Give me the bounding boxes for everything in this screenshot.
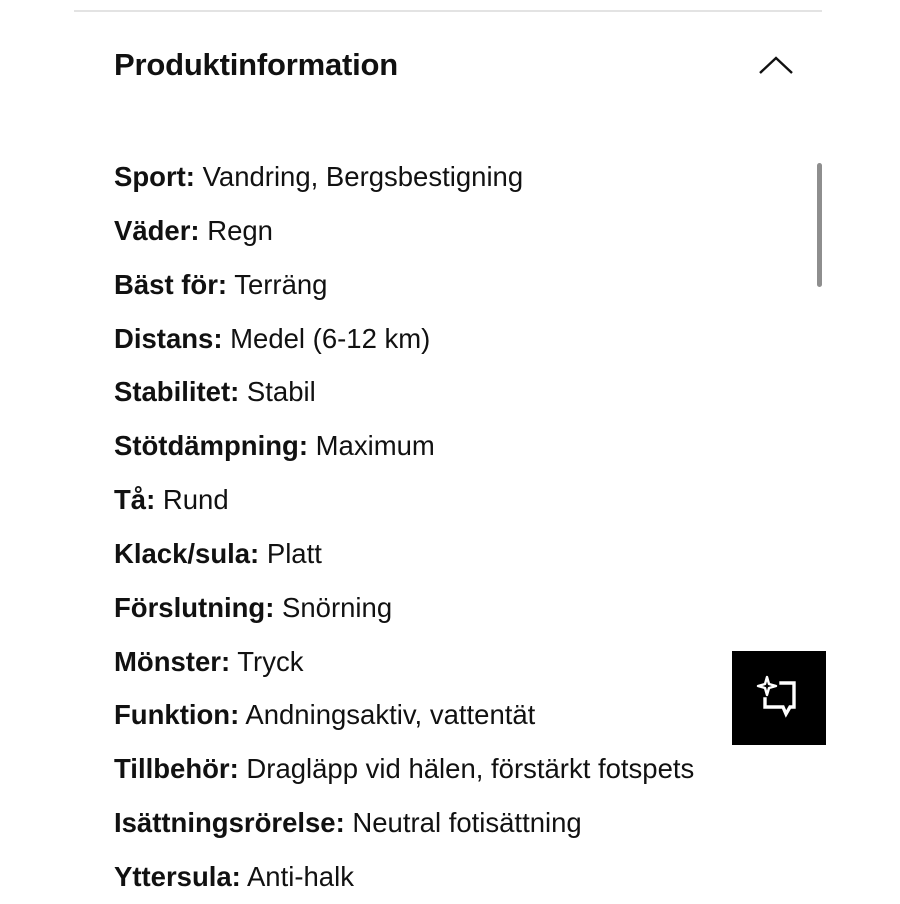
chevron-up-icon [758,55,794,75]
spec-label: Yttersula: [114,860,241,892]
spec-value: Snörning [282,591,393,623]
spec-row-heel-sole [114,527,694,581]
spec-row-accessories [114,742,694,796]
spec-label: Bäst för: [114,268,228,300]
collapse-toggle-button[interactable] [754,43,798,87]
spec-label: Klack/sula: [114,537,260,569]
feedback-button[interactable] [732,651,826,745]
spec-value: Rund [162,484,229,516]
spec-label: Tå: [114,484,156,516]
spec-value: Tryck [237,645,304,677]
spec-value: Terräng [234,268,328,300]
spec-value: Maximum [315,430,435,462]
feedback-sparkle-icon [754,673,804,723]
spec-row-best-for [114,258,694,312]
spec-value: Vandring, Bergsbestigning [202,161,524,192]
spec-label: Väder: [114,214,200,246]
spec-label: Funktion: [114,699,240,731]
spec-label: Mönster: [114,645,231,677]
spec-row-pronation [114,796,694,850]
spec-value: Neutral fotisättning [352,807,582,839]
spec-row-function [114,688,694,742]
spec-row-toe [114,473,694,527]
spec-label: Stötdämpning: [114,430,308,462]
spec-label: Förslutning: [114,591,275,623]
spec-value: Stabil [246,376,316,408]
spec-row-closure [114,581,694,635]
spec-row-distance [114,312,694,366]
spec-label: Stabilitet: [114,376,240,408]
product-spec-list [114,150,694,904]
spec-row-weather [114,204,694,258]
product-info-header[interactable] [114,40,784,90]
spec-label: Sport: [114,161,195,192]
spec-row-stability [114,365,694,419]
spec-row-outsole [114,850,694,904]
top-divider [74,10,822,12]
spec-value: Andningsaktiv, vattentät [245,699,536,731]
spec-value: Medel (6-12 km) [230,322,431,354]
spec-row-pattern [114,635,694,689]
spec-label: Isättningsrörelse: [114,807,345,839]
section-title: Produktinformation [114,47,398,82]
scrollbar-thumb[interactable] [817,163,822,287]
spec-value: Dragläpp vid hälen, förstärkt fotspets [246,753,695,785]
spec-row-cushioning [114,419,694,473]
spec-row-sport [114,150,694,204]
spec-label: Tillbehör: [114,753,239,785]
spec-value: Anti-halk [246,860,354,892]
spec-value: Platt [266,537,322,569]
spec-value: Regn [207,214,273,246]
spec-label: Distans: [114,322,223,354]
